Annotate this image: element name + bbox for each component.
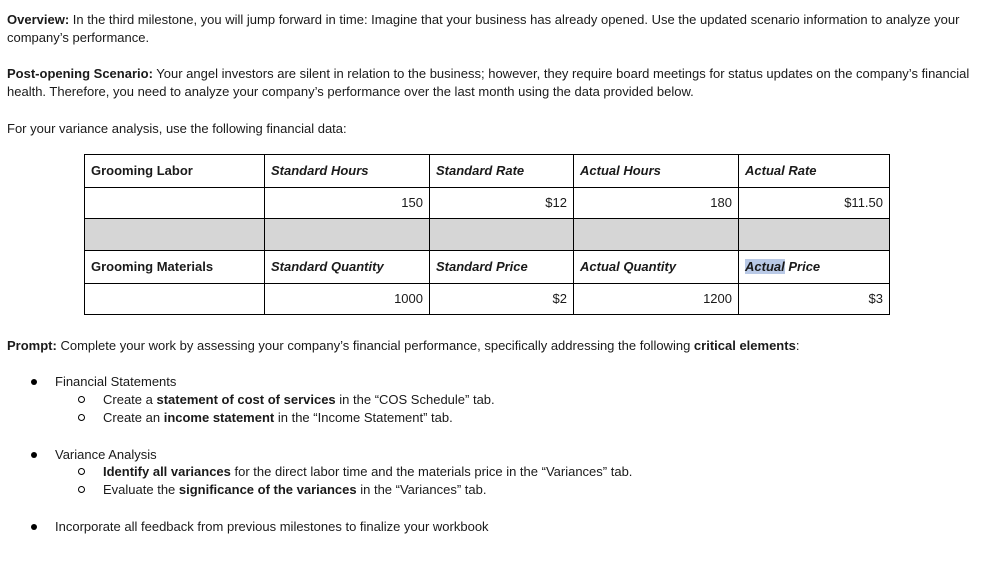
circle-bullet-icon [78, 396, 85, 403]
financial-data-table [84, 154, 890, 315]
actual-quantity-header: Actual Quantity [574, 251, 739, 284]
subitem-text: in the “COS Schedule” tab. [335, 392, 495, 407]
prompt-text: Complete your work by assessing your company’s financial performance, specifically addressing the following [56, 338, 694, 353]
income-statement-subitem [103, 409, 453, 427]
bullet-icon [31, 524, 37, 530]
subitem-bold: Identify all variances [103, 464, 231, 479]
standard-price-value: $2 [430, 284, 574, 315]
actual-rate-header: Actual Rate [739, 155, 890, 188]
separator-cell [265, 219, 430, 251]
actual-hours-value: 180 [574, 188, 739, 219]
actual-price-value: $3 [739, 284, 890, 315]
labor-header-row [85, 155, 890, 188]
evaluate-significance-subitem [103, 481, 486, 499]
standard-hours-value: 150 [265, 188, 430, 219]
separator-cell [574, 219, 739, 251]
subitem-bold: income statement [163, 410, 275, 425]
overview-text: In the third milestone, you will jump forward in time: Imagine that your business has already opened. Use the updated scenario information to analyze your company’s performance. [7, 12, 960, 45]
subitem-text: Evaluate the [103, 482, 179, 497]
subitem-text: for the direct labor time and the materials price in the “Variances” tab. [230, 464, 633, 479]
overview-label: Overview: [7, 12, 70, 27]
subitem-bold: significance of the variances [178, 482, 357, 497]
scenario-text: Your angel investors are silent in relation to the business; however, they require board meetings for status updates on the company’s financial health. Therefore, you need to analyze your company’s performance over the last month using the data provided below. [7, 66, 970, 99]
separator-row [85, 219, 890, 251]
actual-price-header [739, 251, 890, 284]
labor-category-cell: Grooming Labor [85, 155, 265, 188]
circle-bullet-icon [78, 468, 85, 475]
scenario-label: Post-opening Scenario: [7, 66, 153, 81]
standard-price-header: Standard Price [430, 251, 574, 284]
actual-price-highlight: Actual [745, 259, 785, 274]
standard-rate-value: $12 [430, 188, 574, 219]
subitem-bold: statement of cost of services [156, 392, 336, 407]
actual-quantity-value: 1200 [574, 284, 739, 315]
actual-rate-value: $11.50 [739, 188, 890, 219]
separator-cell [430, 219, 574, 251]
identify-variances-subitem [103, 463, 632, 481]
variance-analysis-item: Variance Analysis [55, 447, 157, 462]
labor-blank-cell [85, 188, 265, 219]
scenario-paragraph [7, 65, 982, 101]
subitem-text: Create an [103, 410, 164, 425]
circle-bullet-icon [78, 486, 85, 493]
standard-quantity-header: Standard Quantity [265, 251, 430, 284]
standard-quantity-value: 1000 [265, 284, 430, 315]
bullet-icon [31, 379, 37, 385]
prompt-critical-elements: critical elements [693, 338, 796, 353]
separator-cell [739, 219, 890, 251]
standard-hours-header: Standard Hours [265, 155, 430, 188]
overview-paragraph [7, 11, 982, 47]
subitem-text: Create a [103, 392, 157, 407]
cos-schedule-subitem [103, 391, 495, 409]
subitem-text: in the “Variances” tab. [356, 482, 487, 497]
materials-category-cell: Grooming Materials [85, 251, 265, 284]
actual-price-suffix: Price [784, 259, 821, 274]
materials-blank-cell [85, 284, 265, 315]
materials-values-row [85, 284, 890, 315]
subitem-text: in the “Income Statement” tab. [274, 410, 453, 425]
materials-header-row [85, 251, 890, 284]
circle-bullet-icon [78, 414, 85, 421]
prompt-label: Prompt: [7, 338, 57, 353]
separator-cell [85, 219, 265, 251]
feedback-item: Incorporate all feedback from previous milestones to finalize your workbook [55, 519, 489, 534]
prompt-colon: : [795, 338, 800, 353]
actual-hours-header: Actual Hours [574, 155, 739, 188]
standard-rate-header: Standard Rate [430, 155, 574, 188]
financial-statements-item: Financial Statements [55, 374, 177, 389]
intro-line: For your variance analysis, use the following financial data: [7, 121, 347, 136]
prompt-paragraph [7, 337, 982, 355]
labor-values-row [85, 188, 890, 219]
bullet-icon [31, 452, 37, 458]
